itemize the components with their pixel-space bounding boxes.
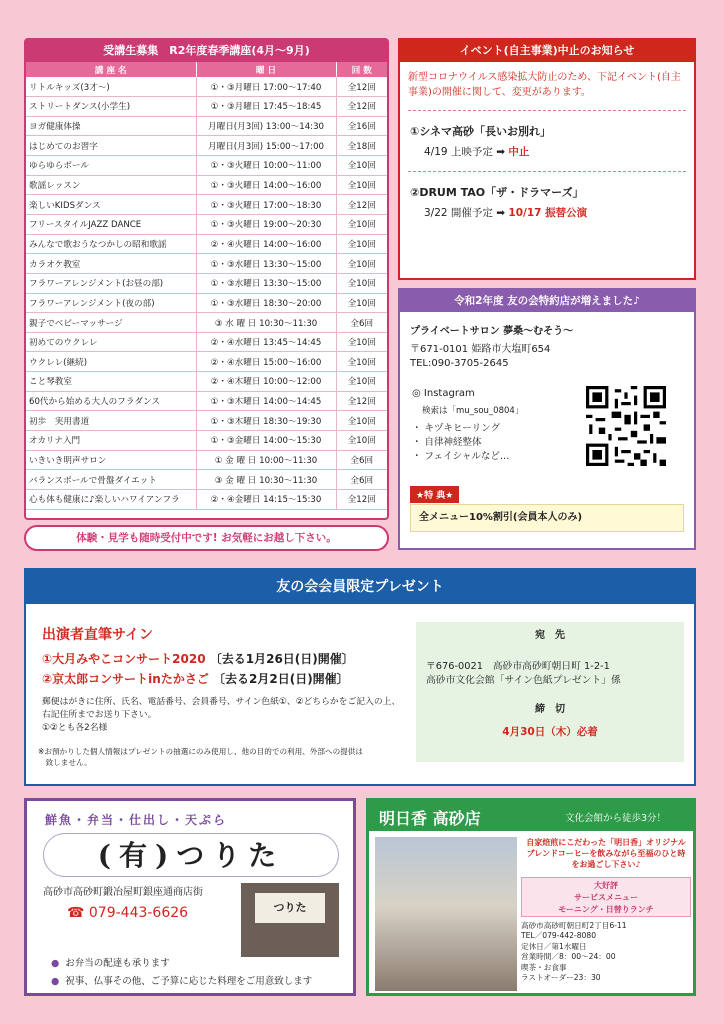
course-name: 心も体も健康に♪楽しいハワイアンフラ xyxy=(26,489,196,509)
course-schedule: ②・④水曜日 15:00～16:00 xyxy=(196,352,336,372)
service-item: ・ キヅキヒーリング xyxy=(412,423,500,434)
course-schedule: ①・③水曜日 13:30～15:00 xyxy=(196,273,336,293)
course-schedule: ①・③火曜日 10:00～11:00 xyxy=(196,156,336,176)
course-row xyxy=(26,175,387,195)
present-title: 友の会会員限定プレゼント xyxy=(26,570,694,604)
concert-date: 〔去る1月26日(日)開催〕 xyxy=(209,652,354,666)
course-count: 全12回 xyxy=(336,97,387,117)
service-list xyxy=(412,422,509,464)
course-name: 初歩 実用書道 xyxy=(26,411,196,431)
course-schedule: ①・③火曜日 19:00～20:30 xyxy=(196,214,336,234)
course-row xyxy=(26,372,387,392)
course-name: フラワーアレンジメント(夜の部) xyxy=(26,293,196,313)
course-row xyxy=(26,431,387,451)
tsurita-note xyxy=(51,973,312,987)
course-count: 全10回 xyxy=(336,273,387,293)
course-schedule: ①・③金曜日 14:00～15:30 xyxy=(196,431,336,451)
info-line: ラストオーダー23：30 xyxy=(521,973,601,983)
event-item-status xyxy=(400,200,694,220)
instagram-row xyxy=(412,388,475,399)
event-item-date: 3/22 開催予定 xyxy=(424,207,493,219)
course-name: ヨガ健康体操 xyxy=(26,116,196,136)
course-schedule: ① 金 曜 日 10:00～11:30 xyxy=(196,450,336,470)
service-item: ・ フェイシャルなど… xyxy=(412,451,510,462)
application-line: 郵便はがきに住所、氏名、電話番号、会員番号、サイン色紙①、②どちらかをご記入の上、 xyxy=(42,697,401,707)
destination-label: 宛 先 xyxy=(535,630,565,641)
info-line: 営業時間／8：00～24：00 xyxy=(521,952,616,962)
courses-title: 受講生募集 R2年度春季講座(4月～9月) xyxy=(26,40,387,62)
course-row xyxy=(26,97,387,117)
member-benefit: 全メニュー10%割引(会員本人のみ) xyxy=(410,504,684,532)
event-cancel-panel xyxy=(398,38,696,280)
course-count: 全6回 xyxy=(336,313,387,333)
course-name: 初めてのウクレレ xyxy=(26,332,196,352)
course-name: みんなで歌おうなつかしの昭和歌謡 xyxy=(26,234,196,254)
qr-code[interactable] xyxy=(586,386,666,466)
concert-name: ②京太郎コンサートinたかさご xyxy=(42,672,209,686)
storefront-sign: つりた xyxy=(255,893,325,923)
course-name: こと琴教室 xyxy=(26,372,196,392)
info-line: 定休日／第1水曜日 xyxy=(521,941,587,951)
course-name: 楽しいKIDSダンス xyxy=(26,195,196,215)
course-row xyxy=(26,411,387,431)
course-count: 全12回 xyxy=(336,195,387,215)
shop-tel: TEL:090-3705-2645 xyxy=(410,358,509,369)
tsurita-note xyxy=(51,955,170,969)
course-schedule: ①・③水曜日 13:30～15:00 xyxy=(196,254,336,274)
course-row xyxy=(26,254,387,274)
course-row xyxy=(26,195,387,215)
instagram-label: Instagram xyxy=(423,388,475,399)
course-schedule: ①・③月曜日 17:00～17:40 xyxy=(196,77,336,97)
course-row xyxy=(26,470,387,490)
destination-panel xyxy=(416,622,684,762)
event-item-result: 中止 xyxy=(508,146,530,158)
course-schedule: ③ 金 曜 日 10:30～11:30 xyxy=(196,470,336,490)
course-row xyxy=(26,332,387,352)
course-name: カラオケ教室 xyxy=(26,254,196,274)
tokuten-badge: ★特 典★ xyxy=(410,486,459,503)
instagram-search: 検索は「mu_sou_0804」 xyxy=(422,406,524,416)
concert-name: ①大月みやこコンサート2020 xyxy=(42,652,206,666)
course-row xyxy=(26,77,387,97)
course-schedule: ②・④水曜日 13:45～14:45 xyxy=(196,332,336,352)
note-text: お弁当の配達も承ります xyxy=(65,958,170,969)
course-schedule: ①・③水曜日 18:30～20:00 xyxy=(196,293,336,313)
asuka-title: 明日香 高砂店 xyxy=(379,809,481,828)
service-item: ・ 自律神経整体 xyxy=(412,437,482,448)
course-count: 全12回 xyxy=(336,489,387,509)
tsurita-tel[interactable]: ☎ 079-443-6626 xyxy=(67,905,189,921)
event-intro: 新型コロナウイルス感染拡大防止のため、下記イベント(自主事業)の開催に関して、変更があります。 xyxy=(408,72,681,98)
deadline-label: 締 切 xyxy=(535,704,565,715)
destination-line: 高砂市文化会館「サイン色紙プレゼント」係 xyxy=(426,675,621,686)
course-schedule: ②・④火曜日 14:00～16:00 xyxy=(196,234,336,254)
course-row xyxy=(26,391,387,411)
course-row xyxy=(26,313,387,333)
lead-line: をお過ごし下さい♪ xyxy=(571,860,641,869)
lunch-line: サービスメニュー xyxy=(574,893,638,902)
course-schedule: ①・③木曜日 14:00～14:45 xyxy=(196,391,336,411)
col-header-name: 講 座 名 xyxy=(26,62,196,77)
arrow-icon: ➡ xyxy=(496,146,506,158)
deadline-date: 4月30日（木）必着 xyxy=(502,726,598,738)
course-count: 全10回 xyxy=(336,293,387,313)
concert-item xyxy=(42,670,349,687)
course-schedule: ①・③木曜日 18:30～19:30 xyxy=(196,411,336,431)
course-row xyxy=(26,273,387,293)
service-menu-box xyxy=(521,877,691,917)
course-row xyxy=(26,450,387,470)
course-row xyxy=(26,234,387,254)
course-count: 全10回 xyxy=(336,214,387,234)
lead-line: ブレンドコーヒーを飲みながら至福のひと時 xyxy=(526,849,686,858)
course-schedule: ②・④木曜日 10:00～12:00 xyxy=(196,372,336,392)
cafe-photo xyxy=(375,837,517,991)
course-count: 全16回 xyxy=(336,116,387,136)
course-name: リトルキッズ(3才～) xyxy=(26,77,196,97)
course-schedule: ①・③月曜日 17:45～18:45 xyxy=(196,97,336,117)
shop-panel-title: 令和2年度 友の会特約店が増えました♪ xyxy=(400,290,694,312)
concert-item xyxy=(42,650,354,667)
application-line: 右記住所までお送り下さい。 xyxy=(42,710,157,720)
course-count: 全10回 xyxy=(336,332,387,352)
course-name: バランスボールで骨盤ダイエット xyxy=(26,470,196,490)
info-line: 喫茶・お食事 xyxy=(521,962,567,972)
course-count: 全10回 xyxy=(336,234,387,254)
course-schedule: ①・③火曜日 17:00～18:30 xyxy=(196,195,336,215)
asuka-walk: 文化会館から徒歩3分！ xyxy=(565,813,667,824)
course-count: 全12回 xyxy=(336,391,387,411)
info-line: 高砂市高砂町朝日町2丁目6-11 xyxy=(521,921,627,930)
course-count: 全6回 xyxy=(336,450,387,470)
asuka-lead xyxy=(521,837,691,870)
note-text: 祝事、仏事その他、ご予算に応じた料理をご用意致します xyxy=(65,976,313,987)
lunch-line: 大好評 xyxy=(594,881,618,890)
event-item-title: ①シネマ高砂「長いお別れ」 xyxy=(410,125,551,138)
course-schedule: 月曜日(月3回) 13:00～14:30 xyxy=(196,116,336,136)
course-count: 全10回 xyxy=(336,431,387,451)
course-schedule: 月曜日(月3回) 15:00～17:00 xyxy=(196,136,336,156)
application-method xyxy=(42,696,402,735)
shop-address: 〒671-0101 姫路市大塩町654 xyxy=(410,344,551,355)
tsurita-name: (有)つりた xyxy=(43,833,339,877)
course-schedule: ③ 水 曜 日 10:30～11:30 xyxy=(196,313,336,333)
info-line: TEL／079-442-8080 xyxy=(521,931,597,941)
tsurita-tagline: 鮮魚・弁当・仕出し・天ぷら xyxy=(45,813,228,827)
course-name: オカリナ入門 xyxy=(26,431,196,451)
privacy-line: 致しません。 xyxy=(38,758,92,767)
asuka-info xyxy=(521,921,691,983)
course-name: はじめてのお習字 xyxy=(26,136,196,156)
course-name: いきいき明声サロン xyxy=(26,450,196,470)
col-header-count: 回 数 xyxy=(336,62,387,77)
course-count: 全10回 xyxy=(336,175,387,195)
member-present-panel xyxy=(24,568,696,786)
course-row xyxy=(26,214,387,234)
courses-header-row xyxy=(26,62,387,77)
course-schedule: ①・③火曜日 14:00～16:00 xyxy=(196,175,336,195)
asuka-ad xyxy=(366,798,696,996)
tsurita-ad xyxy=(24,798,356,996)
arrow-icon: ➡ xyxy=(496,207,506,219)
course-name: フリースタイルJAZZ DANCE xyxy=(26,214,196,234)
courses-table xyxy=(26,62,387,510)
event-title: イベント(自主事業)中止のお知らせ xyxy=(400,40,694,62)
course-count: 全10回 xyxy=(336,156,387,176)
application-line: ①②とも各2名様 xyxy=(42,723,108,733)
course-row xyxy=(26,489,387,509)
course-name: ストリートダンス(小学生) xyxy=(26,97,196,117)
course-count: 全10回 xyxy=(336,254,387,274)
course-count: 全12回 xyxy=(336,77,387,97)
course-name: 親子でベビーマッサージ xyxy=(26,313,196,333)
bullet-icon: ● xyxy=(51,976,60,987)
event-item-status xyxy=(400,139,694,159)
course-count: 全10回 xyxy=(336,372,387,392)
lead-line: 自家焙煎にこだわった「明日香」オリジナル xyxy=(526,838,686,847)
col-header-schedule: 曜 日 xyxy=(196,62,336,77)
course-name: ウクレレ(継続) xyxy=(26,352,196,372)
sign-present-title: 出演者直筆サイン xyxy=(42,627,154,643)
course-count: 全10回 xyxy=(336,411,387,431)
destination-line: 〒676-0021 高砂市高砂町朝日町 1-2-1 xyxy=(426,661,610,672)
event-item-title: ②DRUM TAO「ザ・ドラマーズ」 xyxy=(410,186,584,199)
course-row xyxy=(26,293,387,313)
concert-date: 〔去る2月2日(日)開催〕 xyxy=(213,672,349,686)
instagram-icon: ◎ xyxy=(412,388,421,399)
courses-panel xyxy=(24,38,389,520)
tsurita-address: 高砂市高砂町鍛冶屋町銀座通商店街 xyxy=(43,887,203,898)
shop-name: プライベートサロン 夢桑～むそう～ xyxy=(410,326,574,337)
course-count: 全6回 xyxy=(336,470,387,490)
trial-notice: 体験・見学も随時受付中です! お気軽にお越し下さい。 xyxy=(24,525,389,551)
course-row xyxy=(26,156,387,176)
course-name: フラワーアレンジメント(お昼の部) xyxy=(26,273,196,293)
partner-shop-panel xyxy=(398,288,696,550)
lunch-line: モーニング・日替りランチ xyxy=(558,905,654,914)
bullet-icon: ● xyxy=(51,958,60,969)
course-schedule: ②・④金曜日 14:15～15:30 xyxy=(196,489,336,509)
course-name: 歌謡レッスン xyxy=(26,175,196,195)
course-row xyxy=(26,352,387,372)
course-count: 全18回 xyxy=(336,136,387,156)
destination-address xyxy=(426,660,621,688)
course-name: 60代から始める大人のフラダンス xyxy=(26,391,196,411)
event-item-result: 10/17 振替公演 xyxy=(508,207,588,219)
course-name: ゆらゆらボール xyxy=(26,156,196,176)
course-count: 全10回 xyxy=(336,352,387,372)
course-row xyxy=(26,136,387,156)
event-item-date: 4/19 上映予定 xyxy=(424,146,493,158)
privacy-note xyxy=(38,746,418,768)
privacy-line: ※お預かりした個人情報はプレゼントの抽選にのみ使用し、他の目的での利用、外部への提供は xyxy=(38,747,363,756)
course-row xyxy=(26,116,387,136)
